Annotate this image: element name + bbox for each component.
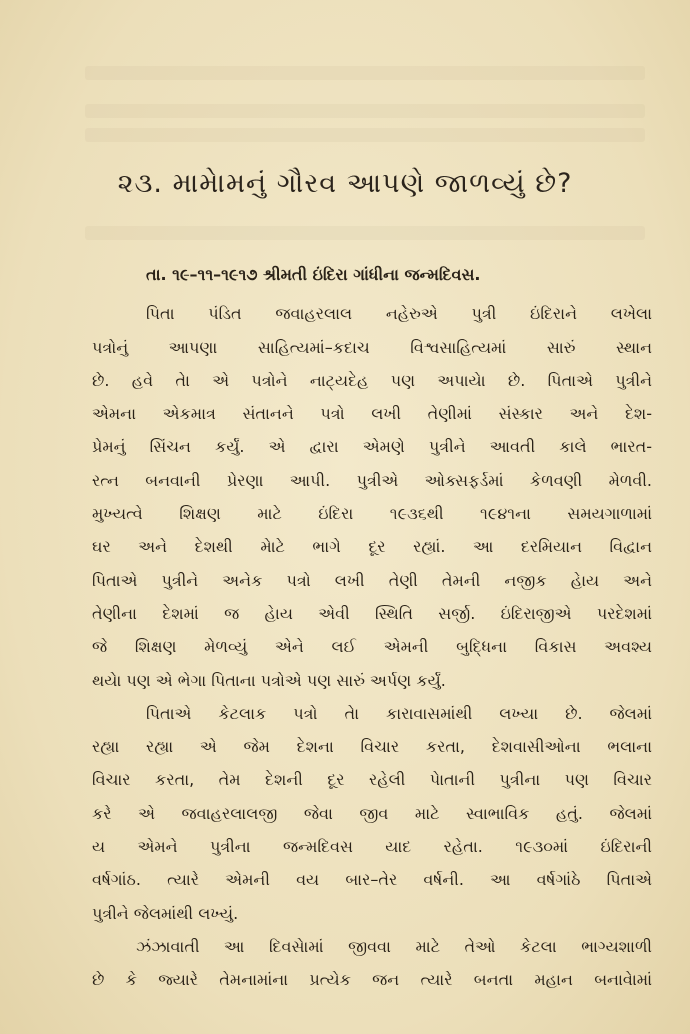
- text-line: કરે એ જવાહરલાલજી જેવા જીવ માટે સ્વાભાવિક હતું. જેલમાં: [92, 803, 652, 823]
- text-line: પુત્રીને જેલમાંથી લખ્યું.: [92, 903, 239, 923]
- text-line: ઘર અને દેશથી મેાટે ભાગે દૂર રહ્યાં. આ દરમિયાન વિદ્વાન: [92, 537, 652, 557]
- text-line: મુખ્યત્વે શિક્ષણ માટે ઇંદિરા ૧૯૩૬થી ૧૯૪૧ના સમયગાળામાં: [92, 504, 652, 524]
- text-line: એમના એકમાત્ર સંતાનને પત્રો લખી તેણીમાં સંસ્કાર અને દેશ-: [92, 404, 652, 424]
- text-line: તા. ૧૯–૧૧–૧૯૧૭ શ્રીમતી ઇંદિરા ગાંધીના જન્મદિવસ.: [146, 265, 481, 284]
- text-line: પિતા પંડિત જવાહરલાલ નહેરુએ પુત્રી ઇંદિરાને લખેલા: [146, 304, 652, 324]
- text-line: પિતાએ પુત્રીને અનેક પત્રો લખી તેણી તેમની નજીક હેાય અને: [92, 570, 652, 590]
- bleed-through-line: [85, 226, 645, 240]
- bleed-through-line: [85, 104, 645, 118]
- text-line: ઝંઝાવાતી આ દિવસેામાં જીવવા માટે તેઓ કેટલા ભાગ્યશાળી: [136, 936, 652, 956]
- text-line: પિતાએ કેટલાક પત્રો તેા કારાવાસમાંથી લખ્યા છે. જેલમાં: [146, 703, 652, 723]
- bleed-through-line: [85, 128, 645, 142]
- bleed-through-line: [85, 66, 645, 80]
- chapter-title: ૨૩. મામેામનું ગૌરવ આપણે જાળવ્યું છે?: [117, 168, 573, 199]
- text-line: વિચાર કરતા, તેમ દેશની દૂર રહેલી પેાતાની પુત્રીના પણ વિચાર: [92, 770, 652, 790]
- text-line: તેણીના દેશમાં જ હેાય એવી સ્થિતિ સર્જી. ઇંદિરાજીએ પરદેશમાં: [92, 603, 652, 623]
- text-line: જે શિક્ષણ મેળવ્યું એને લઈ એમની બુદ્ધિના વિકાસ અવશ્ય: [92, 637, 652, 657]
- text-line: વર્ષગાંઠ. ત્યારે એમની વય બાર–તેર વર્ષની. આ વર્ષગાંઠે પિતાએ: [92, 870, 652, 890]
- text-line: ય એમને પુત્રીના જન્મદિવસ યાદ રહેતા. ૧૯૩૦માં ઇંદિરાની: [92, 837, 652, 857]
- text-line: થયેા પણ એ ભેગા પિતાના પત્રોએ પણ સારું અર્પણ કર્યું.: [92, 670, 446, 690]
- chapter-body: [92, 258, 652, 997]
- text-line: છે કે જ્યારે તેમનામાંના પ્રત્યેક જન ત્યારે બનતા મહાન બનાવેામાં: [92, 970, 652, 990]
- text-line: રત્ન બનવાની પ્રેરણા આપી. પુત્રીએ ઓક્સફર્ડમાં કેળવણી મેળવી.: [92, 470, 652, 490]
- text-line: છે. હવે તેા એ પત્રોને નાટ્યદેહ પણ અપાયેા છે. પિતાએ પુત્રીને: [92, 370, 652, 390]
- text-line: પત્રોનું આપણા સાહિત્યમાં–કદાચ વિશ્વસાહિત્યમાં સારું સ્થાન: [92, 337, 652, 357]
- text-line: રહ્યા રહ્યા એ જેમ દેશના વિચાર કરતા, દેશવાસીઓના ભલાના: [92, 737, 652, 757]
- text-line: પ્રેમનું સિંચન કર્યું. એ દ્વારા એમણે પુત્રીને આવતી કાલે ભારત-: [92, 437, 652, 457]
